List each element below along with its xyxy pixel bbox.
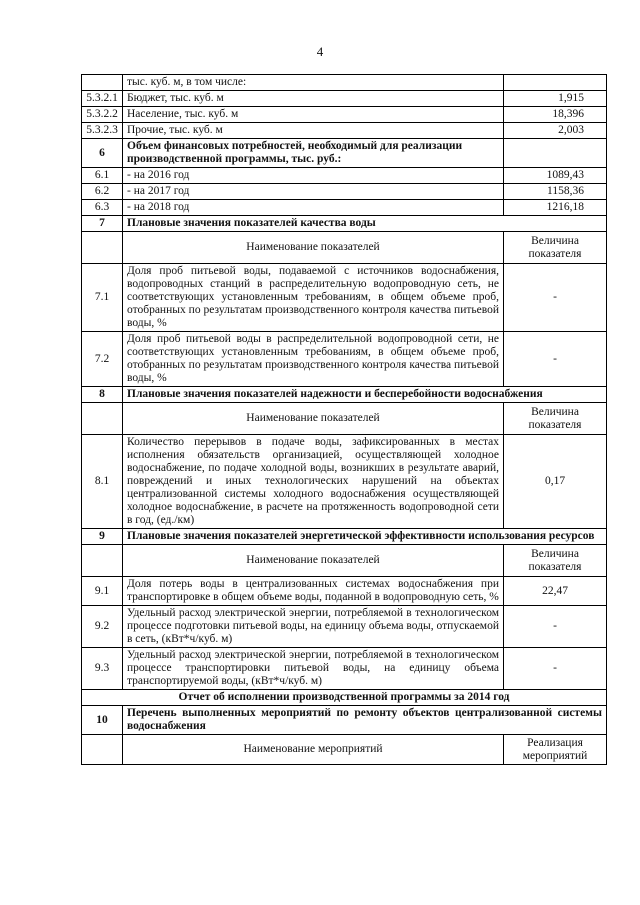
section-row [82,387,607,403]
empty-cell [82,735,123,765]
table-row [82,168,607,184]
report-title-row [82,690,607,706]
row-value: - [504,332,607,387]
row-number: 6.1 [82,168,123,184]
row-number: 5.3.2.2 [82,107,123,123]
row-number: 9.2 [82,606,123,648]
header-value: Величина показателя [504,403,607,435]
row-text: Доля проб питьевой воды в распределительной водопроводной сети, не соответствующих установленным требованиям, в общем объеме проб, отобранных по результатам производственного контроля качества питьевой воды, % [123,332,504,387]
page-number: 4 [316,44,324,59]
table-row [82,91,607,107]
row-text: - на 2016 год [123,168,504,184]
section-title: Плановые значения показателей энергетической эффективности использования ресурсов [123,529,607,545]
row-number [82,75,123,91]
header-name: Наименование показателей [123,403,504,435]
row-text: Доля потерь воды в централизованных системах водоснабжения при транспортировке в общем объеме воды, поданной в водопроводную сеть, % [123,577,504,606]
row-text: Удельный расход электрической энергии, потребляемой в технологическом процессе подготовки питьевой воды, на единицу объема воды, отпускаемой в сеть, (кВт*ч/куб. м) [123,606,504,648]
header-value: Величина показателя [504,232,607,264]
row-value: 1,915 [504,91,607,107]
row-number: 6.3 [82,200,123,216]
row-value: - [504,264,607,332]
header-measures: Наименование мероприятий [123,735,504,765]
table-row [82,648,607,690]
row-text: Количество перерывов в подаче воды, зафиксированных в местах исполнения обязательств организацией, осуществляющей холодное водоснабжение, по подаче холодной воды, возникших в результате аварий, повреждений и иных технологических нарушений на объектах централизованной системы холодного водоснабжения осуществляющей холодное водоснабжение, в расчете на протяженность водопроводной сети в год, (ед./км) [123,435,504,529]
row-value: 1089,43 [504,168,607,184]
header-value: Величина показателя [504,545,607,577]
row-number: 6.2 [82,184,123,200]
row-value: 1158,36 [504,184,607,200]
section-number: 7 [82,216,123,232]
header-realization: Реализация мероприятий [504,735,607,765]
row-number: 5.3.2.1 [82,91,123,107]
row-value: 22,47 [504,577,607,606]
report-title: Отчет об исполнении производственной программы за 2014 год [82,690,607,706]
row-value: 1216,18 [504,200,607,216]
table-row [82,332,607,387]
table-row [82,184,607,200]
table-row [82,107,607,123]
row-number: 9.3 [82,648,123,690]
section-title: Перечень выполненных мероприятий по ремонту объектов централизованной системы водоснабжения [123,706,607,735]
header-row [82,403,607,435]
row-text: Прочие, тыс. куб. м [123,123,504,139]
header-row [82,545,607,577]
header-name: Наименование показателей [123,232,504,264]
empty-cell [504,139,607,168]
header-row [82,735,607,765]
row-text: Удельный расход электрической энергии, потребляемой в технологическом процессе транспортировки питьевой воды, на единицу объема транспортируемой воды, (кВт*ч/куб. м) [123,648,504,690]
row-text: Бюджет, тыс. куб. м [123,91,504,107]
section-title: Плановые значения показателей качества воды [123,216,607,232]
row-value: 18,396 [504,107,607,123]
section-number: 10 [82,706,123,735]
table-row [82,200,607,216]
empty-cell [82,232,123,264]
row-number: 8.1 [82,435,123,529]
header-row [82,232,607,264]
row-value [504,75,607,91]
table-row [82,435,607,529]
table-row [82,75,607,91]
section-title: Плановые значения показателей надежности и бесперебойности водоснабжения [123,387,607,403]
section-number: 9 [82,529,123,545]
section-number: 8 [82,387,123,403]
row-text: - на 2018 год [123,200,504,216]
table-row [82,264,607,332]
section-title: Объем финансовых потребностей, необходимый для реализации производственной программы, тыс. руб.: [123,139,504,168]
row-number: 9.1 [82,577,123,606]
row-number: 7.1 [82,264,123,332]
header-name: Наименование показателей [123,545,504,577]
section-row [82,216,607,232]
row-value: - [504,648,607,690]
row-value: 0,17 [504,435,607,529]
row-value: - [504,606,607,648]
section-row [82,529,607,545]
empty-cell [82,403,123,435]
section-row [82,706,607,735]
row-number: 7.2 [82,332,123,387]
table-row [82,606,607,648]
row-text: - на 2017 год [123,184,504,200]
table-row [82,123,607,139]
row-text: Доля проб питьевой воды, подаваемой с источников водоснабжения, водопроводных станций в распределительную водопроводную сеть, не соответствующих установленным требованиям, в общем объеме проб, отобранных по результатам производственного контроля качества питьевой воды, % [123,264,504,332]
row-text: Население, тыс. куб. м [123,107,504,123]
row-value: 2,003 [504,123,607,139]
table-row [82,577,607,606]
empty-cell [82,545,123,577]
section-number: 6 [82,139,123,168]
row-number: 5.3.2.3 [82,123,123,139]
program-table [81,74,607,765]
section-row [82,139,607,168]
row-text: тыс. куб. м, в том числе: [123,75,504,91]
